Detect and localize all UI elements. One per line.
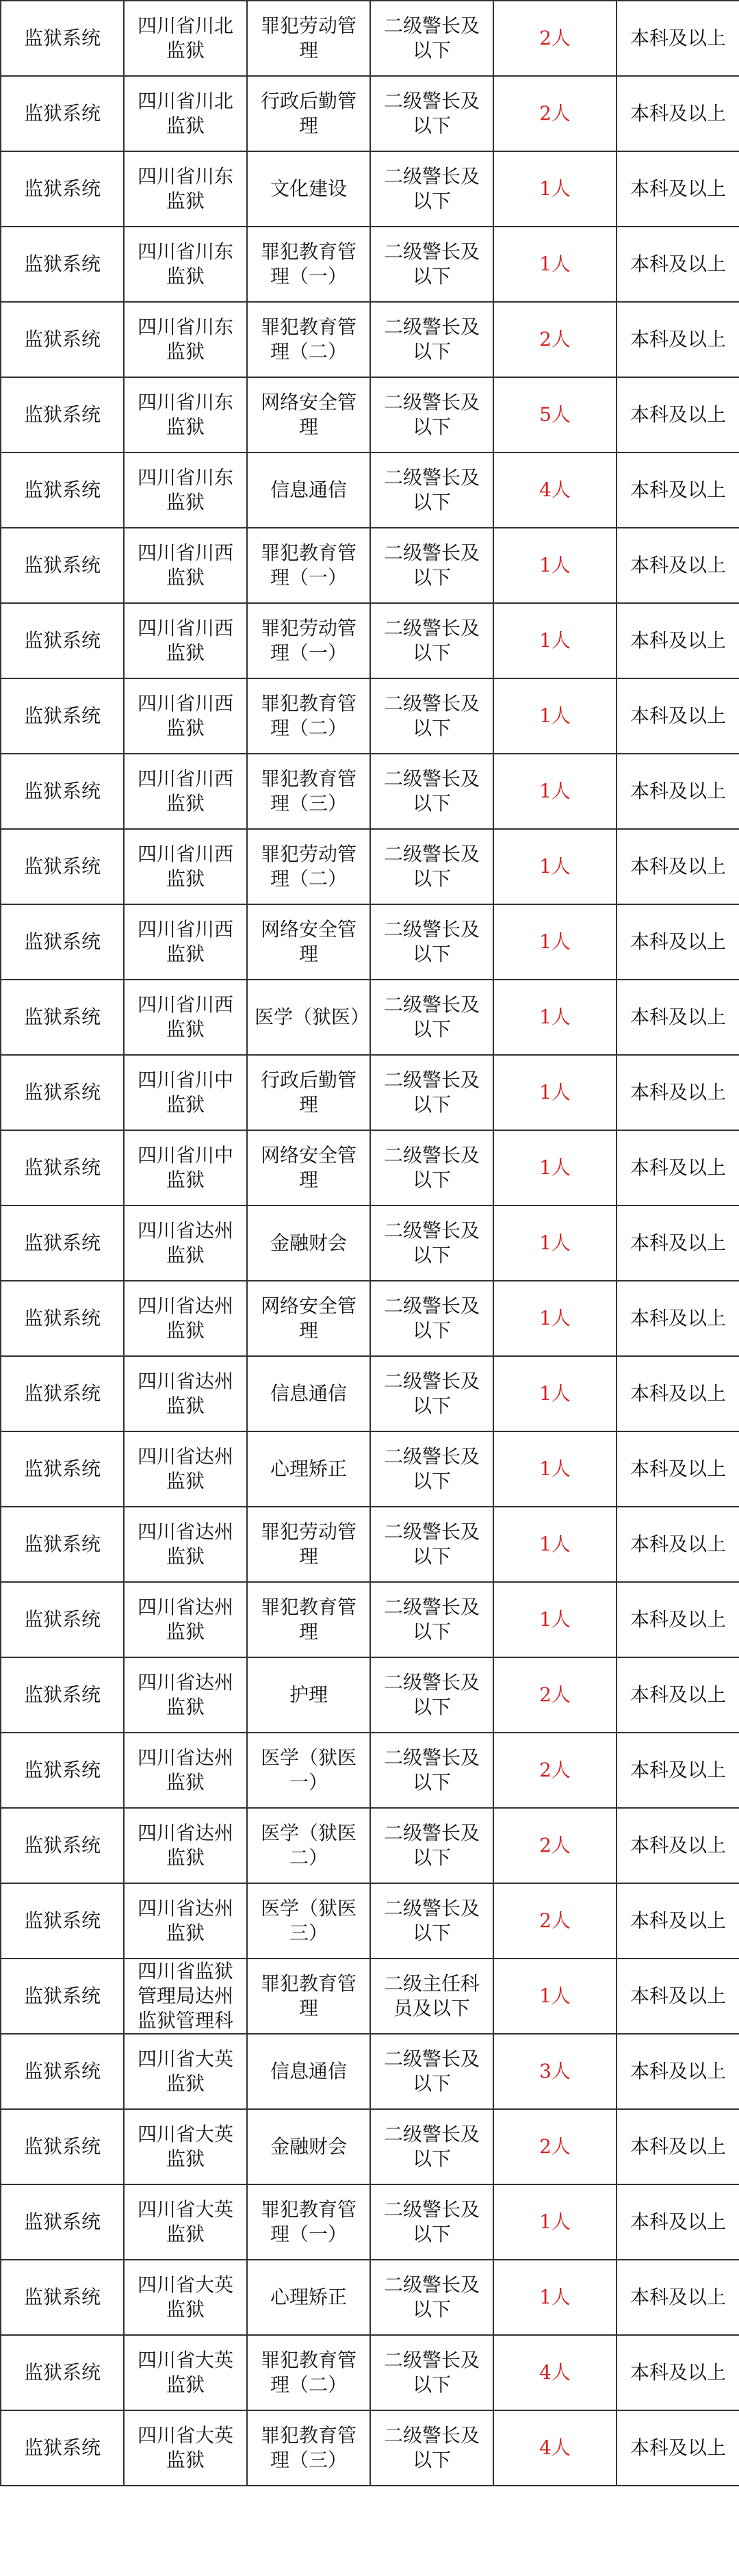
table-row — [1, 2410, 739, 2486]
unit-cell: 四川省达州监狱 — [124, 1733, 247, 1808]
system-cell: 监狱系统 — [1, 1959, 124, 2034]
rank-cell: 二级警长及以下 — [370, 377, 493, 452]
education-cell: 本科及以上 — [617, 1883, 739, 1959]
system-cell: 监狱系统 — [1, 1130, 124, 1206]
rank-cell: 二级警长及以下 — [370, 76, 493, 151]
education-cell: 本科及以上 — [617, 302, 739, 377]
position-cell: 罪犯教育管理（一） — [247, 2184, 370, 2260]
table-row — [1, 1431, 739, 1507]
table-row — [1, 829, 739, 904]
education-cell: 本科及以上 — [617, 1281, 739, 1356]
table-row — [1, 1808, 739, 1883]
education-cell: 本科及以上 — [617, 1733, 739, 1808]
count-cell: 2人 — [493, 1657, 617, 1733]
rank-cell: 二级警长及以下 — [370, 980, 493, 1055]
count-cell: 1人 — [493, 1130, 617, 1206]
position-cell: 金融财会 — [247, 2109, 370, 2184]
education-cell: 本科及以上 — [617, 1356, 739, 1431]
position-cell: 罪犯教育管理（二） — [247, 678, 370, 754]
unit-cell: 四川省监狱管理局达州监狱管理科 — [124, 1959, 247, 2034]
unit-cell: 四川省达州监狱 — [124, 1356, 247, 1431]
table-row — [1, 678, 739, 754]
position-cell: 网络安全管理 — [247, 1130, 370, 1206]
system-cell: 监狱系统 — [1, 2335, 124, 2410]
rank-cell: 二级警长及以下 — [370, 2184, 493, 2260]
system-cell: 监狱系统 — [1, 1431, 124, 1507]
system-cell: 监狱系统 — [1, 1657, 124, 1733]
rank-cell: 二级警长及以下 — [370, 151, 493, 227]
rank-cell: 二级警长及以下 — [370, 1883, 493, 1959]
system-cell: 监狱系统 — [1, 1808, 124, 1883]
rank-cell: 二级警长及以下 — [370, 1431, 493, 1507]
system-cell: 监狱系统 — [1, 1206, 124, 1281]
count-cell: 2人 — [493, 1883, 617, 1959]
unit-cell: 四川省川北监狱 — [124, 76, 247, 151]
table-row — [1, 151, 739, 227]
rank-cell: 二级警长及以下 — [370, 528, 493, 603]
education-cell: 本科及以上 — [617, 76, 739, 151]
rank-cell: 二级警长及以下 — [370, 1733, 493, 1808]
education-cell: 本科及以上 — [617, 452, 739, 528]
table-row — [1, 603, 739, 678]
system-cell: 监狱系统 — [1, 76, 124, 151]
unit-cell: 四川省大英监狱 — [124, 2260, 247, 2335]
table-row — [1, 1281, 739, 1356]
system-cell: 监狱系统 — [1, 603, 124, 678]
system-cell: 监狱系统 — [1, 1, 124, 76]
system-cell: 监狱系统 — [1, 302, 124, 377]
count-cell: 2人 — [493, 302, 617, 377]
education-cell: 本科及以上 — [617, 980, 739, 1055]
unit-cell: 四川省川北监狱 — [124, 1, 247, 76]
position-cell: 网络安全管理 — [247, 1281, 370, 1356]
education-cell: 本科及以上 — [617, 1507, 739, 1582]
rank-cell: 二级警长及以下 — [370, 302, 493, 377]
position-cell: 心理矫正 — [247, 2260, 370, 2335]
rank-cell: 二级警长及以下 — [370, 2410, 493, 2486]
position-cell: 罪犯教育管理（三） — [247, 2410, 370, 2486]
unit-cell: 四川省达州监狱 — [124, 1281, 247, 1356]
count-cell: 1人 — [493, 1959, 617, 2034]
count-cell: 1人 — [493, 603, 617, 678]
position-cell: 罪犯教育管理 — [247, 1959, 370, 2034]
education-cell: 本科及以上 — [617, 2260, 739, 2335]
count-cell: 1人 — [493, 151, 617, 227]
unit-cell: 四川省川西监狱 — [124, 980, 247, 1055]
unit-cell: 四川省川西监狱 — [124, 678, 247, 754]
rank-cell: 二级警长及以下 — [370, 2335, 493, 2410]
count-cell: 1人 — [493, 1281, 617, 1356]
unit-cell: 四川省川西监狱 — [124, 603, 247, 678]
rank-cell: 二级警长及以下 — [370, 904, 493, 980]
count-cell: 1人 — [493, 1431, 617, 1507]
count-cell: 1人 — [493, 2184, 617, 2260]
unit-cell: 四川省大英监狱 — [124, 2109, 247, 2184]
education-cell: 本科及以上 — [617, 1657, 739, 1733]
position-cell: 罪犯教育管理（一） — [247, 227, 370, 302]
system-cell: 监狱系统 — [1, 980, 124, 1055]
count-cell: 1人 — [493, 227, 617, 302]
table-row — [1, 980, 739, 1055]
table-row — [1, 1959, 739, 2034]
table-body — [1, 1, 739, 2486]
position-cell: 医学（狱医二） — [247, 1808, 370, 1883]
unit-cell: 四川省川东监狱 — [124, 452, 247, 528]
count-cell: 1人 — [493, 528, 617, 603]
table-row — [1, 2335, 739, 2410]
education-cell: 本科及以上 — [617, 1, 739, 76]
rank-cell: 二级警长及以下 — [370, 678, 493, 754]
rank-cell: 二级主任科员及以下 — [370, 1959, 493, 2034]
position-cell: 罪犯教育管理（二） — [247, 2335, 370, 2410]
count-cell: 4人 — [493, 2335, 617, 2410]
table-row — [1, 1, 739, 76]
system-cell: 监狱系统 — [1, 2109, 124, 2184]
table-row — [1, 227, 739, 302]
system-cell: 监狱系统 — [1, 1281, 124, 1356]
system-cell: 监狱系统 — [1, 754, 124, 829]
position-cell: 信息通信 — [247, 1356, 370, 1431]
unit-cell: 四川省川东监狱 — [124, 302, 247, 377]
position-cell: 护理 — [247, 1657, 370, 1733]
system-cell: 监狱系统 — [1, 2184, 124, 2260]
rank-cell: 二级警长及以下 — [370, 829, 493, 904]
unit-cell: 四川省达州监狱 — [124, 1883, 247, 1959]
education-cell: 本科及以上 — [617, 754, 739, 829]
table-row — [1, 1733, 739, 1808]
system-cell: 监狱系统 — [1, 2410, 124, 2486]
table-row — [1, 2109, 739, 2184]
count-cell: 2人 — [493, 1733, 617, 1808]
system-cell: 监狱系统 — [1, 1733, 124, 1808]
position-cell: 罪犯劳动管理（一） — [247, 603, 370, 678]
rank-cell: 二级警长及以下 — [370, 227, 493, 302]
table-row — [1, 904, 739, 980]
count-cell: 1人 — [493, 1206, 617, 1281]
count-cell: 1人 — [493, 1582, 617, 1657]
unit-cell: 四川省川中监狱 — [124, 1130, 247, 1206]
education-cell: 本科及以上 — [617, 2410, 739, 2486]
position-cell: 医学（狱医一） — [247, 1733, 370, 1808]
education-cell: 本科及以上 — [617, 2109, 739, 2184]
count-cell: 4人 — [493, 2410, 617, 2486]
count-cell: 5人 — [493, 377, 617, 452]
table-row — [1, 528, 739, 603]
education-cell: 本科及以上 — [617, 1582, 739, 1657]
table-row — [1, 1356, 739, 1431]
position-cell: 罪犯教育管理（二） — [247, 302, 370, 377]
unit-cell: 四川省川东监狱 — [124, 151, 247, 227]
rank-cell: 二级警长及以下 — [370, 1206, 493, 1281]
education-cell: 本科及以上 — [617, 1055, 739, 1130]
unit-cell: 四川省川东监狱 — [124, 227, 247, 302]
unit-cell: 四川省川中监狱 — [124, 1055, 247, 1130]
position-cell: 心理矫正 — [247, 1431, 370, 1507]
unit-cell: 四川省达州监狱 — [124, 1582, 247, 1657]
system-cell: 监狱系统 — [1, 678, 124, 754]
count-cell: 3人 — [493, 2034, 617, 2109]
rank-cell: 二级警长及以下 — [370, 452, 493, 528]
count-cell: 1人 — [493, 980, 617, 1055]
unit-cell: 四川省大英监狱 — [124, 2034, 247, 2109]
table-row — [1, 2034, 739, 2109]
count-cell: 1人 — [493, 829, 617, 904]
unit-cell: 四川省大英监狱 — [124, 2335, 247, 2410]
unit-cell: 四川省川西监狱 — [124, 528, 247, 603]
count-cell: 2人 — [493, 76, 617, 151]
count-cell: 1人 — [493, 1507, 617, 1582]
system-cell: 监狱系统 — [1, 452, 124, 528]
unit-cell: 四川省达州监狱 — [124, 1431, 247, 1507]
table-row — [1, 1507, 739, 1582]
position-cell: 罪犯劳动管理 — [247, 1, 370, 76]
rank-cell: 二级警长及以下 — [370, 1, 493, 76]
unit-cell: 四川省大英监狱 — [124, 2410, 247, 2486]
table-row — [1, 1657, 739, 1733]
position-cell: 网络安全管理 — [247, 904, 370, 980]
system-cell: 监狱系统 — [1, 829, 124, 904]
education-cell: 本科及以上 — [617, 377, 739, 452]
system-cell: 监狱系统 — [1, 151, 124, 227]
table-row — [1, 452, 739, 528]
education-cell: 本科及以上 — [617, 528, 739, 603]
rank-cell: 二级警长及以下 — [370, 2109, 493, 2184]
education-cell: 本科及以上 — [617, 1130, 739, 1206]
rank-cell: 二级警长及以下 — [370, 603, 493, 678]
count-cell: 1人 — [493, 904, 617, 980]
rank-cell: 二级警长及以下 — [370, 1507, 493, 1582]
rank-cell: 二级警长及以下 — [370, 754, 493, 829]
education-cell: 本科及以上 — [617, 1431, 739, 1507]
count-cell: 2人 — [493, 1, 617, 76]
position-cell: 信息通信 — [247, 2034, 370, 2109]
system-cell: 监狱系统 — [1, 1507, 124, 1582]
table-row — [1, 1582, 739, 1657]
education-cell: 本科及以上 — [617, 2034, 739, 2109]
system-cell: 监狱系统 — [1, 1883, 124, 1959]
rank-cell: 二级警长及以下 — [370, 1582, 493, 1657]
rank-cell: 二级警长及以下 — [370, 1055, 493, 1130]
system-cell: 监狱系统 — [1, 1356, 124, 1431]
table-row — [1, 1206, 739, 1281]
education-cell: 本科及以上 — [617, 1959, 739, 2034]
table-row — [1, 1055, 739, 1130]
system-cell: 监狱系统 — [1, 2034, 124, 2109]
position-cell: 医学（狱医三） — [247, 1883, 370, 1959]
position-cell: 文化建设 — [247, 151, 370, 227]
system-cell: 监狱系统 — [1, 227, 124, 302]
system-cell: 监狱系统 — [1, 904, 124, 980]
rank-cell: 二级警长及以下 — [370, 1281, 493, 1356]
table-row — [1, 76, 739, 151]
rank-cell: 二级警长及以下 — [370, 1808, 493, 1883]
education-cell: 本科及以上 — [617, 829, 739, 904]
unit-cell: 四川省川西监狱 — [124, 829, 247, 904]
table-row — [1, 2184, 739, 2260]
table-row — [1, 1130, 739, 1206]
position-cell: 网络安全管理 — [247, 377, 370, 452]
position-cell: 行政后勤管理 — [247, 76, 370, 151]
unit-cell: 四川省大英监狱 — [124, 2184, 247, 2260]
unit-cell: 四川省达州监狱 — [124, 1206, 247, 1281]
position-cell: 信息通信 — [247, 452, 370, 528]
rank-cell: 二级警长及以下 — [370, 1657, 493, 1733]
table-row — [1, 302, 739, 377]
count-cell: 1人 — [493, 754, 617, 829]
position-cell: 罪犯教育管理（一） — [247, 528, 370, 603]
count-cell: 4人 — [493, 452, 617, 528]
system-cell: 监狱系统 — [1, 528, 124, 603]
education-cell: 本科及以上 — [617, 151, 739, 227]
education-cell: 本科及以上 — [617, 1808, 739, 1883]
system-cell: 监狱系统 — [1, 377, 124, 452]
table-row — [1, 2260, 739, 2335]
unit-cell: 四川省达州监狱 — [124, 1657, 247, 1733]
system-cell: 监狱系统 — [1, 1582, 124, 1657]
position-cell: 罪犯教育管理（三） — [247, 754, 370, 829]
education-cell: 本科及以上 — [617, 603, 739, 678]
position-cell: 医学（狱医） — [247, 980, 370, 1055]
position-cell: 罪犯劳动管理（二） — [247, 829, 370, 904]
table-row — [1, 377, 739, 452]
position-cell: 金融财会 — [247, 1206, 370, 1281]
system-cell: 监狱系统 — [1, 1055, 124, 1130]
count-cell: 1人 — [493, 1055, 617, 1130]
unit-cell: 四川省达州监狱 — [124, 1808, 247, 1883]
education-cell: 本科及以上 — [617, 2184, 739, 2260]
count-cell: 2人 — [493, 1808, 617, 1883]
count-cell: 1人 — [493, 2260, 617, 2335]
education-cell: 本科及以上 — [617, 1206, 739, 1281]
education-cell: 本科及以上 — [617, 227, 739, 302]
education-cell: 本科及以上 — [617, 904, 739, 980]
unit-cell: 四川省川东监狱 — [124, 377, 247, 452]
position-cell: 罪犯教育管理 — [247, 1582, 370, 1657]
position-cell: 行政后勤管理 — [247, 1055, 370, 1130]
education-cell: 本科及以上 — [617, 2335, 739, 2410]
unit-cell: 四川省川西监狱 — [124, 904, 247, 980]
position-cell: 罪犯劳动管理 — [247, 1507, 370, 1582]
rank-cell: 二级警长及以下 — [370, 1356, 493, 1431]
rank-cell: 二级警长及以下 — [370, 1130, 493, 1206]
count-cell: 1人 — [493, 678, 617, 754]
count-cell: 2人 — [493, 2109, 617, 2184]
education-cell: 本科及以上 — [617, 678, 739, 754]
system-cell: 监狱系统 — [1, 2260, 124, 2335]
count-cell: 1人 — [493, 1356, 617, 1431]
rank-cell: 二级警长及以下 — [370, 2260, 493, 2335]
table-row — [1, 1883, 739, 1959]
unit-cell: 四川省达州监狱 — [124, 1507, 247, 1582]
unit-cell: 四川省川西监狱 — [124, 754, 247, 829]
table-row — [1, 754, 739, 829]
rank-cell: 二级警长及以下 — [370, 2034, 493, 2109]
